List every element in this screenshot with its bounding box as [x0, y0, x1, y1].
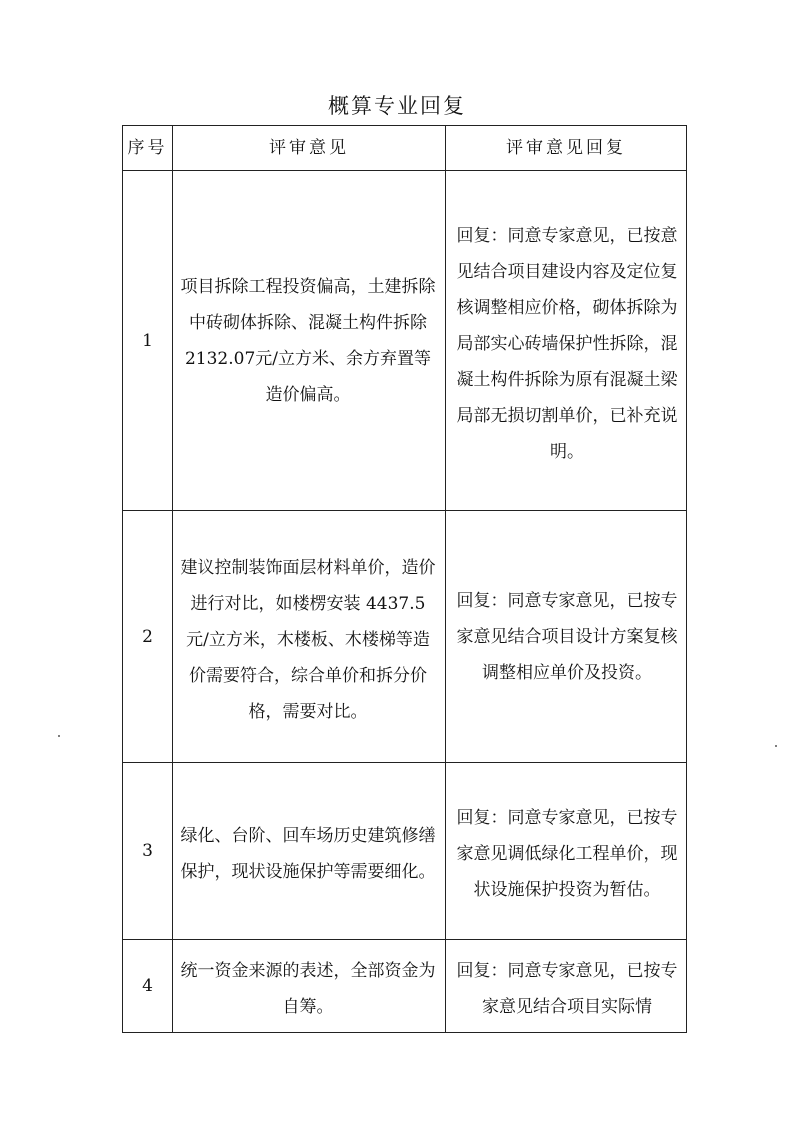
table-row [123, 511, 687, 763]
review-reply: 回复：同意专家意见，已按专家意见调低绿化工程单价，现状设施保护投资为暂估。 [446, 763, 687, 940]
header-no: 序号 [123, 126, 173, 171]
review-reply: 回复：同意专家意见，已按专家意见结合项目实际情 [446, 940, 687, 1033]
row-number: 2 [123, 511, 173, 763]
scan-speck [58, 735, 60, 737]
row-number: 4 [123, 940, 173, 1033]
table-row [123, 940, 687, 1033]
review-reply: 回复：同意专家意见，已按专家意见结合项目设计方案复核调整相应单价及投资。 [446, 511, 687, 763]
row-number: 1 [123, 171, 173, 511]
review-opinion: 项目拆除工程投资偏高，土建拆除中砖砌体拆除、混凝土构件拆除 2132.07元/立方米、余方弃置等造价偏高。 [173, 171, 446, 511]
review-opinion: 绿化、台阶、回车场历史建筑修缮保护，现状设施保护等需要细化。 [173, 763, 446, 940]
table-header-row [123, 126, 687, 171]
table-row [123, 171, 687, 511]
review-opinion: 统一资金来源的表述，全部资金为自筹。 [173, 940, 446, 1033]
header-opinion: 评审意见 [173, 126, 446, 171]
review-opinion: 建议控制装饰面层材料单价，造价进行对比，如楼楞安装 4437.5 元/立方米，木楼板、木楼梯等造价需要符合，综合单价和拆分价格，需要对比。 [173, 511, 446, 763]
page-title: 概算专业回复 [328, 94, 466, 118]
row-number: 3 [123, 763, 173, 940]
table-row [123, 763, 687, 940]
review-reply: 回复：同意专家意见，已按意见结合项目建设内容及定位复核调整相应价格，砌体拆除为局部实心砖墙保护性拆除，混凝土构件拆除为原有混凝土梁局部无损切割单价，已补充说明。 [446, 171, 687, 511]
review-table [122, 125, 687, 1033]
header-reply: 评审意见回复 [446, 126, 687, 171]
scan-speck [775, 745, 777, 747]
